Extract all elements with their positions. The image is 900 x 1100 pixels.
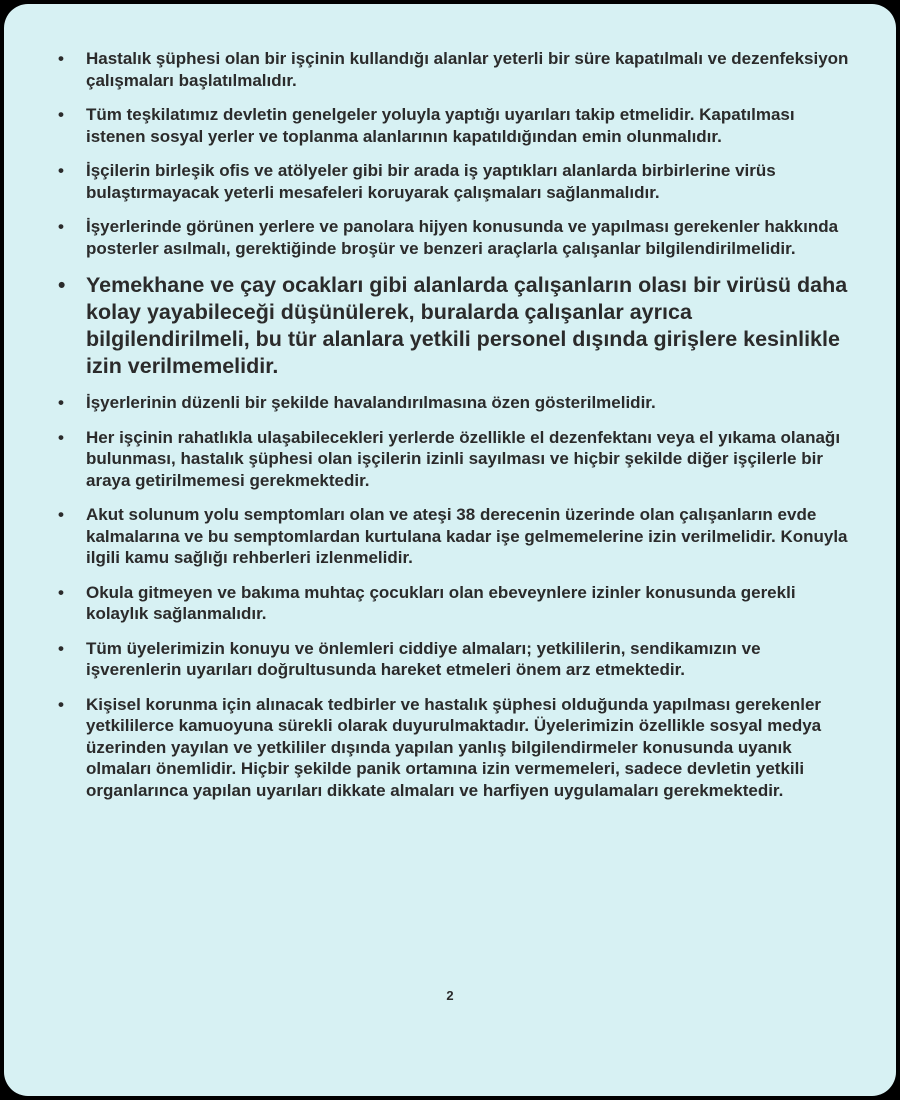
list-item-text: Her işçinin rahatlıkla ulaşabilecekleri yerlerde özellikle el dezenfektanı veya el yıkama olanağı bulunması, hastalık şüphesi olan işçilerin izinli sayılması ve hiçbir şekilde diğer işçilerle bir araya getirilmemesi gerekmektedir. [86,427,841,490]
list-item [54,582,854,625]
list-item [54,392,854,414]
page-number: 2 [446,988,454,1003]
list-item-text: Hastalık şüphesi olan bir işçinin kullandığı alanlar yeterli bir süre kapatılmalı ve dezenfeksiyon çalışmaları başlatılmalıdır. [86,49,849,90]
list-item [54,216,854,259]
list-item-text: Akut solunum yolu semptomları olan ve ateşi 38 derecenin üzerinde olan çalışanların evde kalmalarına ve bu semptomlardan kurtulana kadar işe gelmemelerine izin verilmelidir. Konuyla ilgili kamu sağlığı rehberleri izlenmelidir. [86,505,848,567]
bullet-icon: • [58,427,64,447]
bullet-icon: • [58,694,64,714]
list-item [54,160,854,203]
list-item-text: Okula gitmeyen ve bakıma muhtaç çocukları olan ebeveynlere izinler konusunda gerekli kolaylık sağlanmalıdır. [86,582,796,623]
list-item-text: Yemekhane ve çay ocakları gibi alanlarda çalışanların olası bir virüsü daha kolay yayabileceği düşünülerek, buralarda çalışanlar ayrıca bilgilendirilmeli, bu tür alanlara yetkili personel dışında girişlere kesinlikle izin verilmemelidir. [86,273,848,378]
list-item-text: İşyerlerinde görünen yerlere ve panolara hijyen konusunda ve yapılması gerekenler hakkında posterler asılmalı, gerektiğinde broşür ve benzeri araçlarla çalışanlar bilgilendirilmelidir. [86,217,839,258]
list-item [54,638,854,681]
document-page [4,4,896,1096]
list-item-text: İşyerlerinin düzenli bir şekilde havalandırılmasına özen gösterilmelidir. [86,393,656,412]
list-item [54,104,854,147]
list-item-text: Tüm üyelerimizin konuyu ve önlemleri ciddiye almaları; yetkililerin, sendikamızın ve işverenlerin uyarıları doğrultusunda hareket etmeleri önem arz etmektedir. [86,638,761,679]
bullet-icon: • [58,638,64,658]
bullet-list [54,48,854,801]
bullet-icon: • [58,161,64,180]
bullet-icon: • [58,505,64,524]
bullet-icon: • [58,393,64,412]
document-content [54,48,854,814]
bullet-icon: • [58,105,64,124]
list-item-emphasized [54,272,854,380]
list-item-text: Tüm teşkilatımız devletin genelgeler yoluyla yaptığı uyarıları takip etmelidir. Kapatılması istenen sosyal yerler ve toplanma alanlarının kapatıldığından emin olunmalıdır. [86,105,795,146]
bullet-icon: • [58,582,64,602]
list-item [54,694,854,802]
list-item-text: İşçilerin birleşik ofis ve atölyeler gibi bir arada iş yaptıkları alanlarda birbirlerine virüs bulaştırmayacak yeterli mesafeleri koruyarak çalışmaları sağlanmalıdır. [86,161,776,202]
list-item [54,504,854,569]
bullet-icon: • [58,49,64,68]
bullet-icon: • [58,217,64,236]
list-item-text: Kişisel korunma için alınacak tedbirler ve hastalık şüphesi olduğunda yapılması gerekenler yetkililerce kamuoyuna sürekli olarak duyurulmaktadır. Üyelerimizin özellikle sosyal medya üzerinden yayılan ve yetkililer dışında yapılan yanlış bilgilendirmeler konusunda uyanık olmaları önemlidir. Hiçbir şekilde panik ortamına izin vermemeleri, sadece devletin yetkili organlarınca yapılan uyarıları dikkate almaları ve harfiyen uygulamaları gerekmektedir. [86,694,822,800]
bullet-icon: • [58,274,66,297]
list-item [54,48,854,91]
list-item [54,427,854,492]
